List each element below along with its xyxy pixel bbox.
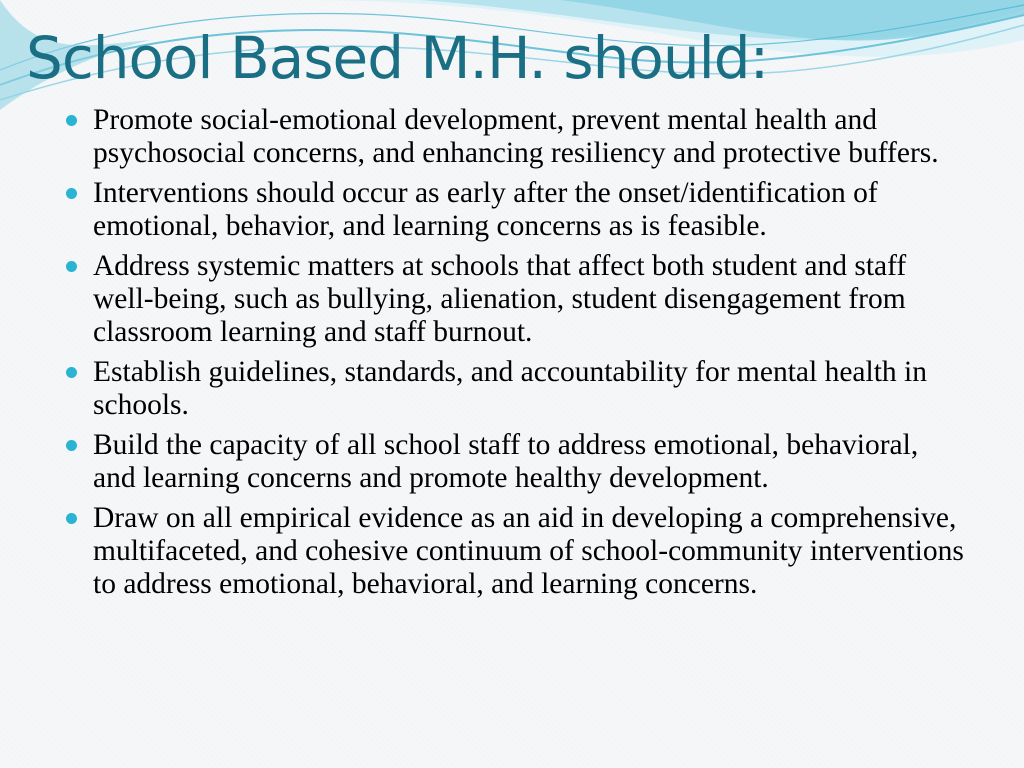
bullet-text: Establish guidelines, standards, and accountability for mental health in schools. — [93, 356, 927, 421]
bullet-text: Draw on all empirical evidence as an aid in developing a comprehensive, multifaceted, and cohesive continuum of school-community interventions to address emotional, behavioral, and learning concerns. — [93, 502, 964, 600]
bullet-dot-icon — [66, 513, 77, 524]
bullet-dot-icon — [66, 367, 77, 378]
bullet-dot-icon — [66, 440, 77, 451]
bullet-text: Address systemic matters at schools that affect both student and staff well-being, such as bullying, alienation, student disengagement from classroom learning and staff burnout. — [93, 250, 907, 348]
bullet-text: Promote social-emotional development, prevent mental health and psychosocial concerns, and enhancing resiliency and protective buffers. — [93, 104, 939, 169]
bullet-list — [0, 104, 1024, 608]
bullet-item — [0, 502, 1024, 601]
bullet-dot-icon — [66, 115, 77, 126]
bullet-item — [0, 250, 1024, 349]
slide-title: School Based M.H. should: — [26, 24, 769, 92]
bullet-item — [0, 429, 1024, 495]
bullet-item — [0, 177, 1024, 243]
bullet-text: Interventions should occur as early after the onset/identification of emotional, behavior, and learning concerns as is feasible. — [93, 177, 878, 242]
bullet-text: Build the capacity of all school staff to address emotional, behavioral, and learning concerns and promote healthy development. — [93, 429, 919, 494]
bullet-dot-icon — [66, 188, 77, 199]
bullet-item — [0, 356, 1024, 422]
bullet-dot-icon — [66, 261, 77, 272]
bullet-item — [0, 104, 1024, 170]
